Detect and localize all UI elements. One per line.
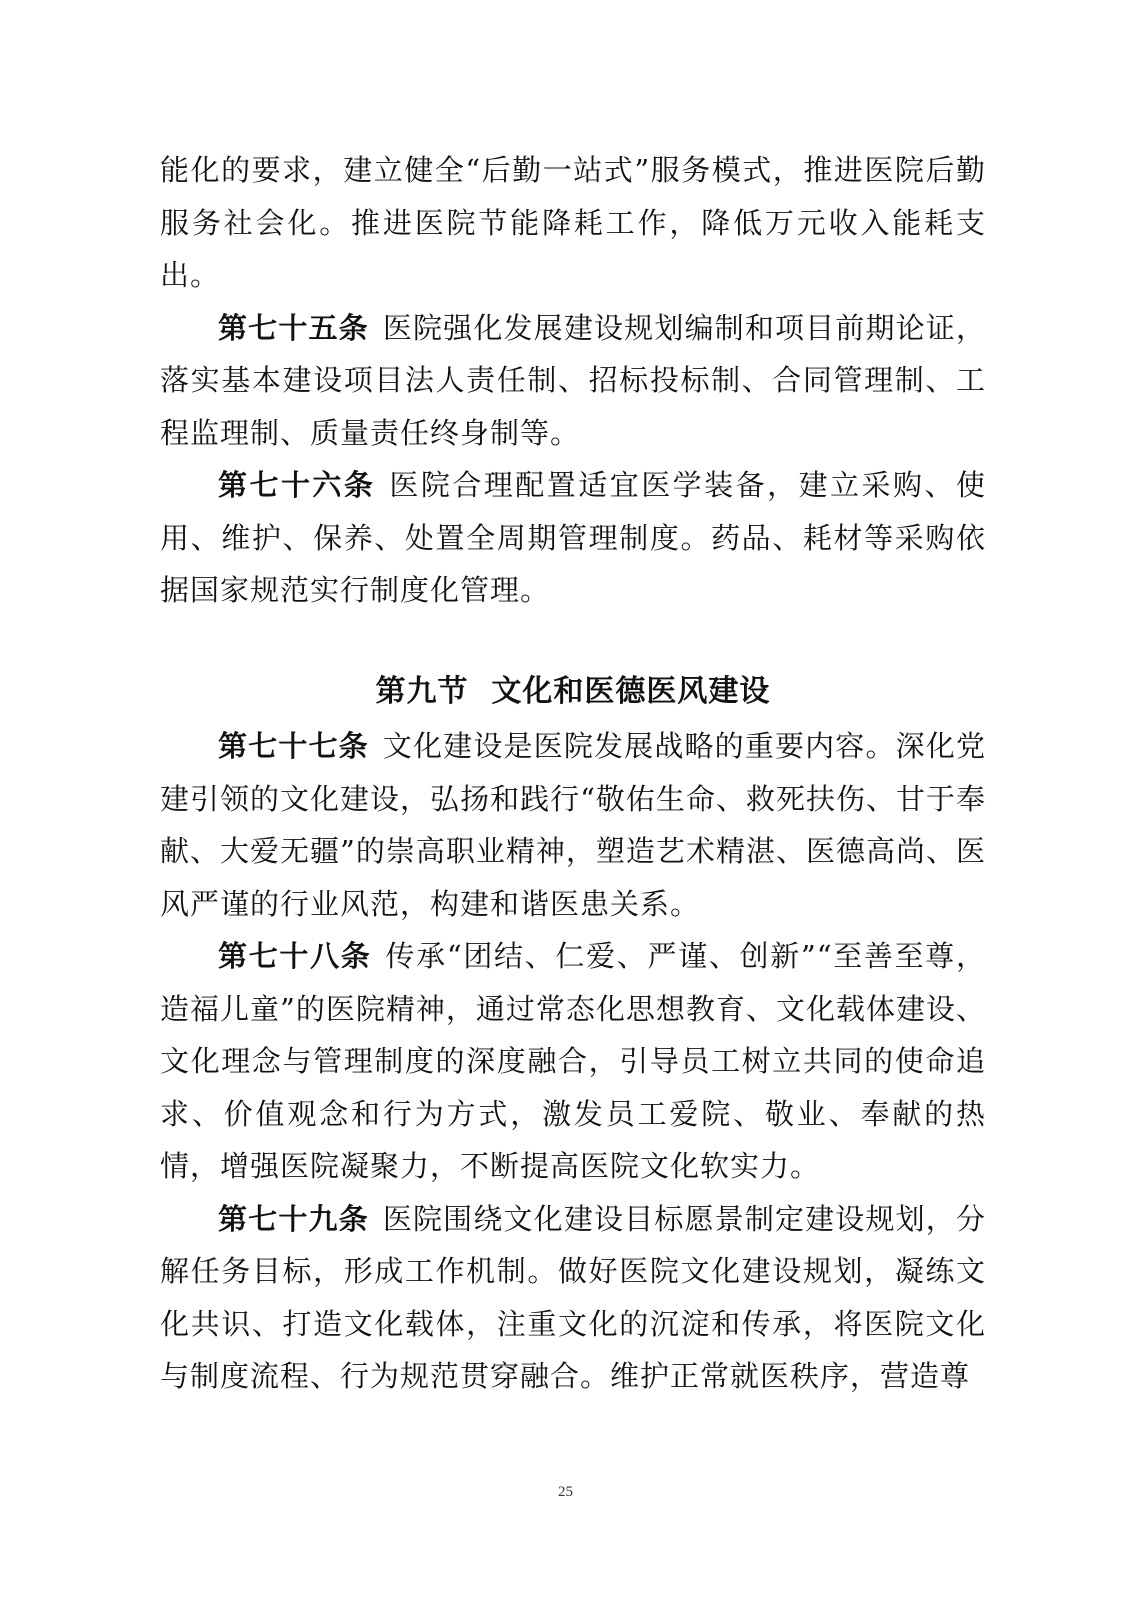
intro-paragraph: 能化的要求，建立健全“后勤一站式”服务模式，推进医院后勤服务社会化。推进医院节能降耗工作，降低万元收入能耗支出。 (160, 153, 986, 292)
article-76 (160, 459, 986, 617)
article-79 (160, 1193, 986, 1403)
article-number: 第七十七条 (218, 729, 369, 763)
article-text: 传承“团结、仁爱、严谨、创新”“至善至尊，造福儿童”的医院精神，通过常态化思想教育、文化载体建设、文化理念与管理制度的深度融合，引导员工树立共同的使命追求、价值观念和行为方式，激发员工爱院、敬业、奉献的热情，增强医院凝聚力，不断提高医院文化软实力。 (160, 939, 986, 1183)
article-text: 文化建设是医院发展战略的重要内容。深化党建引领的文化建设，弘扬和践行“敬佑生命、救死扶伤、甘于奉献、大爱无疆”的崇高职业精神，塑造艺术精湛、医德高尚、医风严谨的行业风范，构建和谐医患关系。 (160, 729, 986, 921)
article-text: 医院围绕文化建设目标愿景制定建设规划，分解任务目标，形成工作机制。做好医院文化建设规划，凝练文化共识、打造文化载体，注重文化的沉淀和传承，将医院文化与制度流程、行为规范贯穿融合。维护正常就医秩序，营造尊 (160, 1201, 986, 1393)
text-block-top (160, 144, 986, 617)
article-text: 医院合理配置适宜医学装备，建立采购、使用、维护、保养、处置全周期管理制度。药品、耗材等采购依据国家规范实行制度化管理。 (160, 468, 986, 607)
article-number: 第七十五条 (218, 310, 369, 345)
article-75 (160, 302, 986, 460)
article-number: 第七十九条 (218, 1201, 369, 1236)
section-title: 第九节 文化和医德医风建设 (375, 674, 771, 709)
article-number: 第七十六条 (218, 468, 376, 502)
article-78 (160, 930, 986, 1193)
page-number: 25 (558, 1484, 573, 1500)
article-number: 第七十八条 (218, 939, 372, 973)
article-77 (160, 720, 986, 930)
text-block-bottom (160, 720, 986, 1403)
article-text: 医院强化发展建设规划编制和项目前期论证，落实基本建设项目法人责任制、招标投标制、合同管理制、工程监理制、质量责任终身制等。 (160, 310, 986, 450)
